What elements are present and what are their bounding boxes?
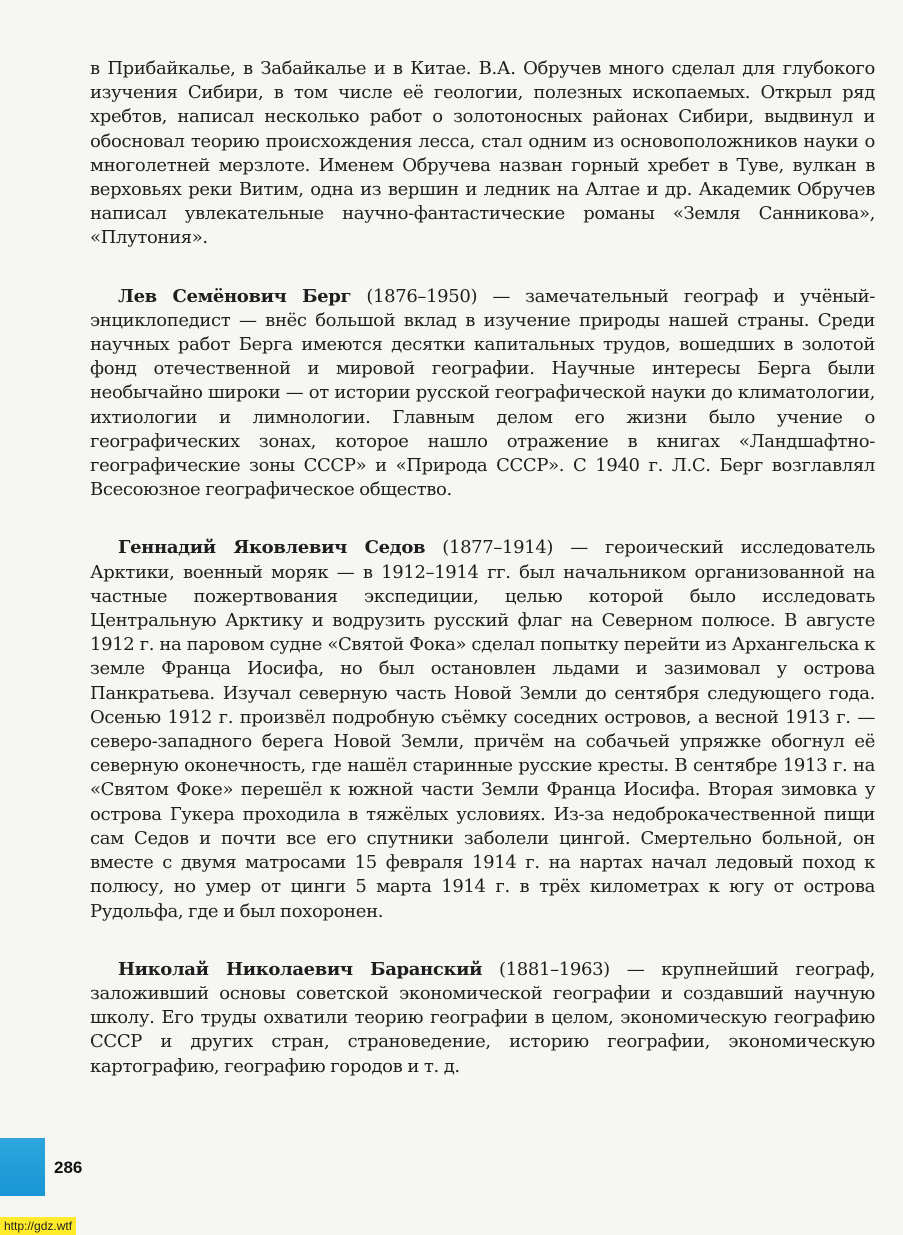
paragraph-baransky <box>90 958 875 1079</box>
page-number: 286 <box>54 1158 83 1177</box>
watermark-link[interactable]: http://gdz.wtf <box>0 1217 76 1235</box>
person-name: Геннадий Яковлевич Седов <box>118 537 426 559</box>
person-name: Николай Николаевич Баранский <box>118 958 483 980</box>
person-name: Лев Семёнович Берг <box>118 285 352 307</box>
paragraph-text: (1881–1963) — крупнейший географ, заложивший основы советской экономической географии и создавший научную школу. Его труды охватили теорию географии в целом, экономическую географию СССР и других стран, страноведение, историю географии, экономическую картографию, географию городов и т. д. <box>90 958 875 1077</box>
paragraph-text: (1876–1950) — замечательный географ и учёный-энциклопедист — внёс большой вклад в изучение природы нашей страны. Среди научных работ Берга имеются десятки капитальных трудов, вошедших в золотой фонд отечественной и мировой географии. Научные интересы Берга были необычайно широки — от истории русской географической науки до климатологии, ихтиологии и лимнологии. Главным делом его жизни было учение о географических зонах, которое нашло отражение в книгах «Ландшафтно-географические зоны СССР» и «Природа СССР». С 1940 г. Л.С. Берг возглавлял Всесоюзное географическое общество. <box>90 285 875 501</box>
paragraph-obruchev <box>90 57 875 251</box>
paragraph-text: (1877–1914) — героический исследователь Арктики, военный моряк — в 1912–1914 гг. был начальником организованной на частные пожертвования экспедиции, целью которой было исследовать Центральную Арктику и водрузить русский флаг на Северном полюсе. В августе 1912 г. на паровом судне «Святой Фока» сделал попытку перейти из Архангельска к земле Франца Иосифа, но был остановлен льдами и зазимовал у острова Панкратьева. Изучал северную часть Новой Земли до сентября следующего года. Осенью 1912 г. произвёл подробную съёмку соседних островов, а весной 1913 г. — северо-западного берега Новой Земли, причём на собачьей упряжке обогнул её северную оконечность, где нашёл старинные русские кресты. В сентябре 1913 г. на «Святом Фоке» перешёл к южной части Земли Франца Иосифа. Вторая зимовка у острова Гукера проходила в тяжёлых условиях. Из-за недоброкачественной пищи сам Седов и почти все его спутники заболели цингой. Смертельно больной, он вместе с двумя матросами 15 февраля 1914 г. на нартах начал ледовый поход к полюсу, но умер от цинги 5 марта 1914 г. в трёх километрах к югу от острова Рудольфа, где и был похоронен. <box>90 537 875 922</box>
paragraph-sedov <box>90 536 875 923</box>
paragraph-berg <box>90 285 875 503</box>
page-body-text <box>90 57 875 1079</box>
page-color-tab <box>0 1138 45 1196</box>
paragraph-text: в Прибайкалье, в Забайкалье и в Китае. В.А. Обручев много сделал для глубокого изучения Сибири, в том числе её геологии, полезных ископаемых. Открыл ряд хребтов, написал несколько работ о золотоносных районах Сибири, выдвинул и обосновал теорию происхождения лесса, стал одним из основоположников науки о многолетней мерзлоте. Именем Обручева назван горный хребет в Туве, вулкан в верховьях реки Витим, одна из вершин и ледник на Алтае и др. Академик Обручев написал увлекательные научно-фантастические романы «Земля Санникова», «Плутония». <box>90 58 875 249</box>
